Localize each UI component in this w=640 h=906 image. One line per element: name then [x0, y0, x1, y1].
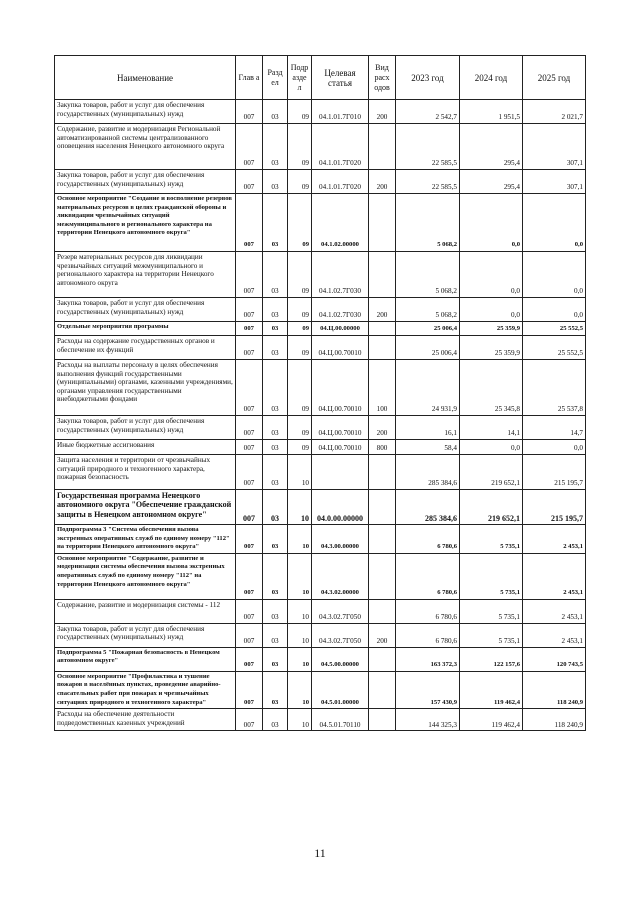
row-glava: 007: [236, 440, 263, 455]
row-celevaya-statya: 04.1.01.7Г020: [312, 170, 369, 194]
row-razdel: 03: [263, 124, 288, 170]
row-vid-rashodov: [369, 647, 396, 671]
row-name: Подпрограмма 3 "Система обеспечения вызова экстренных оперативных служб по единому номеру "112" на территории Ненецкого автономного округа": [55, 525, 236, 554]
table-header-row: [55, 56, 586, 100]
row-value-2023: 24 931,9: [396, 360, 460, 416]
row-value-2023: 22 585,5: [396, 170, 460, 194]
row-razdel: 03: [263, 170, 288, 194]
row-value-2024: 14,1: [460, 416, 523, 440]
table-row: [55, 671, 586, 708]
row-name: Закупка товаров, работ и услуг для обеспечения государственных (муниципальных) нужд: [55, 100, 236, 124]
row-vid-rashodov: [369, 553, 396, 599]
table-row: [55, 553, 586, 599]
row-name: Расходы на содержание государственных органов и обеспечение их функций: [55, 336, 236, 360]
table-body: [55, 100, 586, 731]
row-value-2023: 6 780,6: [396, 525, 460, 554]
row-vid-rashodov: 200: [369, 623, 396, 647]
header-2025: 2025 год: [523, 56, 586, 100]
row-value-2023: 5 068,2: [396, 298, 460, 322]
row-celevaya-statya: 04.3.02.7Г050: [312, 599, 369, 623]
row-value-2024: 295,4: [460, 170, 523, 194]
row-vid-rashodov: [369, 525, 396, 554]
row-glava: 007: [236, 298, 263, 322]
row-value-2024: 0,0: [460, 252, 523, 298]
row-razdel: 03: [263, 298, 288, 322]
row-value-2025: 0,0: [523, 194, 586, 252]
row-podrazdel: 10: [288, 599, 312, 623]
row-value-2023: 5 068,2: [396, 252, 460, 298]
row-glava: 007: [236, 525, 263, 554]
row-value-2023: 285 384,6: [396, 490, 460, 525]
row-name: Закупка товаров, работ и услуг для обеспечения государственных (муниципальных) нужд: [55, 416, 236, 440]
row-value-2025: 2 453,1: [523, 525, 586, 554]
table-row: [55, 525, 586, 554]
row-razdel: 03: [263, 360, 288, 416]
row-celevaya-statya: [312, 455, 369, 490]
row-name: Отдельные мероприятия программы: [55, 322, 236, 336]
row-celevaya-statya: 04.1.01.7Г020: [312, 124, 369, 170]
row-celevaya-statya: 04.Ц.00.70010: [312, 336, 369, 360]
row-glava: 007: [236, 599, 263, 623]
row-glava: 007: [236, 194, 263, 252]
table-row: [55, 599, 586, 623]
row-podrazdel: 09: [288, 170, 312, 194]
row-podrazdel: 10: [288, 671, 312, 708]
row-razdel: 03: [263, 599, 288, 623]
row-celevaya-statya: 04.Ц.00.70010: [312, 440, 369, 455]
table-row: [55, 170, 586, 194]
row-celevaya-statya: 04.3.02.7Г050: [312, 623, 369, 647]
row-value-2023: 25 006,4: [396, 336, 460, 360]
row-value-2024: 0,0: [460, 298, 523, 322]
row-name: Закупка товаров, работ и услуг для обеспечения государственных (муниципальных) нужд: [55, 623, 236, 647]
header-vid-rashodov: Вид расх одов: [369, 56, 396, 100]
table-row: [55, 124, 586, 170]
table-row: [55, 100, 586, 124]
row-podrazdel: 09: [288, 322, 312, 336]
row-razdel: 03: [263, 647, 288, 671]
row-podrazdel: 09: [288, 360, 312, 416]
row-glava: 007: [236, 322, 263, 336]
table-row: [55, 336, 586, 360]
row-celevaya-statya: 04.1.02.7Г030: [312, 252, 369, 298]
row-value-2023: 22 585,5: [396, 124, 460, 170]
row-value-2025: 307,1: [523, 124, 586, 170]
row-value-2023: 5 068,2: [396, 194, 460, 252]
row-value-2023: 58,4: [396, 440, 460, 455]
row-podrazdel: 09: [288, 336, 312, 360]
row-value-2024: 0,0: [460, 440, 523, 455]
table-row: [55, 252, 586, 298]
table-row: [55, 709, 586, 731]
row-glava: 007: [236, 671, 263, 708]
table-row: [55, 440, 586, 455]
row-value-2023: 25 006,4: [396, 322, 460, 336]
row-vid-rashodov: [369, 322, 396, 336]
row-glava: 007: [236, 553, 263, 599]
row-podrazdel: 09: [288, 100, 312, 124]
row-podrazdel: 10: [288, 553, 312, 599]
row-razdel: 03: [263, 490, 288, 525]
row-value-2025: 120 743,5: [523, 647, 586, 671]
table-row: [55, 490, 586, 525]
table-row: [55, 647, 586, 671]
row-name: Основное мероприятие "Содержание, развитие и модернизация системы обеспечения вызова экстренных оперативных служб по единому номеру "112" на территории Ненецкого автономного округа": [55, 553, 236, 599]
page-number: 11: [314, 846, 326, 860]
header-name: Наименование: [55, 56, 236, 100]
row-value-2025: 118 240,9: [523, 709, 586, 731]
row-value-2024: 5 735,1: [460, 599, 523, 623]
row-value-2025: 25 552,5: [523, 322, 586, 336]
table-row: [55, 416, 586, 440]
row-value-2024: 122 157,6: [460, 647, 523, 671]
row-glava: 007: [236, 490, 263, 525]
row-value-2023: 2 542,7: [396, 100, 460, 124]
row-value-2025: 2 021,7: [523, 100, 586, 124]
row-name: Закупка товаров, работ и услуг для обеспечения государственных (муниципальных) нужд: [55, 170, 236, 194]
row-value-2023: 6 780,6: [396, 553, 460, 599]
row-podrazdel: 09: [288, 194, 312, 252]
row-glava: 007: [236, 623, 263, 647]
row-value-2025: 215 195,7: [523, 455, 586, 490]
row-glava: 007: [236, 170, 263, 194]
row-name: Основное мероприятие "Профилактика и тушение пожаров в населённых пунктах, проведение аварийно-спасательных работ при пожарах и чрезвычайных ситуациях природного и техногенного характера": [55, 671, 236, 708]
row-vid-rashodov: 200: [369, 298, 396, 322]
row-value-2024: 25 359,9: [460, 322, 523, 336]
row-vid-rashodov: [369, 671, 396, 708]
row-podrazdel: 10: [288, 647, 312, 671]
row-name: Иные бюджетные ассигнования: [55, 440, 236, 455]
row-razdel: 03: [263, 455, 288, 490]
row-podrazdel: 09: [288, 252, 312, 298]
row-value-2024: 5 735,1: [460, 623, 523, 647]
row-celevaya-statya: 04.1.02.00000: [312, 194, 369, 252]
row-value-2023: 144 325,3: [396, 709, 460, 731]
row-value-2024: 295,4: [460, 124, 523, 170]
row-glava: 007: [236, 252, 263, 298]
row-razdel: 03: [263, 553, 288, 599]
row-razdel: 03: [263, 709, 288, 731]
row-razdel: 03: [263, 671, 288, 708]
row-value-2024: 5 735,1: [460, 525, 523, 554]
row-razdel: 03: [263, 525, 288, 554]
row-name: Содержание, развитие и модернизация Региональной автоматизированной системы централизованного оповещения населения Ненецкого автономного округа: [55, 124, 236, 170]
row-razdel: 03: [263, 440, 288, 455]
row-celevaya-statya: 04.Ц.00.70010: [312, 416, 369, 440]
row-razdel: 03: [263, 416, 288, 440]
table-row: [55, 298, 586, 322]
row-glava: 007: [236, 336, 263, 360]
row-celevaya-statya: 04.3.02.00000: [312, 553, 369, 599]
row-vid-rashodov: 200: [369, 416, 396, 440]
row-glava: 007: [236, 455, 263, 490]
row-value-2024: 119 462,4: [460, 671, 523, 708]
row-vid-rashodov: [369, 599, 396, 623]
row-value-2025: 0,0: [523, 440, 586, 455]
row-vid-rashodov: [369, 455, 396, 490]
header-glava: Глав а: [236, 56, 263, 100]
row-razdel: 03: [263, 252, 288, 298]
row-glava: 007: [236, 709, 263, 731]
row-podrazdel: 10: [288, 525, 312, 554]
row-name: Расходы на выплаты персоналу в целях обеспечения выполнения функций государственными (муниципальными) органами, казенными учреждениями, органами управления государственными внебюджетными фондами: [55, 360, 236, 416]
row-vid-rashodov: 200: [369, 100, 396, 124]
row-celevaya-statya: 04.Ц.00.00000: [312, 322, 369, 336]
row-razdel: 03: [263, 194, 288, 252]
row-podrazdel: 10: [288, 490, 312, 525]
table-row: [55, 322, 586, 336]
row-vid-rashodov: [369, 709, 396, 731]
header-razdel: Разд ел: [263, 56, 288, 100]
row-podrazdel: 09: [288, 298, 312, 322]
row-vid-rashodov: [369, 336, 396, 360]
row-name: Государственная программа Ненецкого автономного округа "Обеспечение гражданской защиты в Ненецком автономном округе": [55, 490, 236, 525]
row-celevaya-statya: 04.5.01.00000: [312, 671, 369, 708]
row-name: Подпрограмма 5 "Пожарная безопасность в Ненецком автономном округе": [55, 647, 236, 671]
row-glava: 007: [236, 100, 263, 124]
row-vid-rashodov: 200: [369, 170, 396, 194]
table-row: [55, 623, 586, 647]
row-celevaya-statya: 04.1.01.7Г010: [312, 100, 369, 124]
row-value-2024: 219 652,1: [460, 490, 523, 525]
row-vid-rashodov: [369, 194, 396, 252]
row-vid-rashodov: [369, 124, 396, 170]
row-razdel: 03: [263, 623, 288, 647]
row-value-2025: 25 552,5: [523, 336, 586, 360]
row-value-2024: 1 951,5: [460, 100, 523, 124]
row-value-2025: 2 453,1: [523, 553, 586, 599]
header-celevaya-statya: Целевая статья: [312, 56, 369, 100]
header-podrazdel: Подр азде л: [288, 56, 312, 100]
header-2024: 2024 год: [460, 56, 523, 100]
row-value-2024: 25 359,9: [460, 336, 523, 360]
row-value-2023: 285 384,6: [396, 455, 460, 490]
row-name: Закупка товаров, работ и услуг для обеспечения государственных (муниципальных) нужд: [55, 298, 236, 322]
row-name: Защита населения и территории от чрезвычайных ситуаций природного и техногенного характера, пожарная безопасность: [55, 455, 236, 490]
row-celevaya-statya: 04.5.00.00000: [312, 647, 369, 671]
row-vid-rashodov: [369, 490, 396, 525]
row-razdel: 03: [263, 336, 288, 360]
row-value-2023: 157 430,9: [396, 671, 460, 708]
row-vid-rashodov: 800: [369, 440, 396, 455]
table-row: [55, 360, 586, 416]
row-value-2023: 6 780,6: [396, 599, 460, 623]
row-celevaya-statya: 04.Ц.00.70010: [312, 360, 369, 416]
row-podrazdel: 09: [288, 440, 312, 455]
row-podrazdel: 10: [288, 623, 312, 647]
row-value-2025: 0,0: [523, 298, 586, 322]
row-value-2025: 0,0: [523, 252, 586, 298]
row-podrazdel: 09: [288, 416, 312, 440]
row-value-2023: 163 372,3: [396, 647, 460, 671]
header-2023: 2023 год: [396, 56, 460, 100]
row-celevaya-statya: 04.3.00.00000: [312, 525, 369, 554]
row-razdel: 03: [263, 100, 288, 124]
row-vid-rashodov: 100: [369, 360, 396, 416]
row-value-2025: 25 537,8: [523, 360, 586, 416]
row-value-2025: 215 195,7: [523, 490, 586, 525]
row-value-2025: 14,7: [523, 416, 586, 440]
row-value-2025: 118 240,9: [523, 671, 586, 708]
row-podrazdel: 10: [288, 709, 312, 731]
row-glava: 007: [236, 416, 263, 440]
row-value-2024: 5 735,1: [460, 553, 523, 599]
budget-table: [54, 55, 586, 731]
row-value-2025: 2 453,1: [523, 599, 586, 623]
row-value-2024: 119 462,4: [460, 709, 523, 731]
row-value-2023: 6 780,6: [396, 623, 460, 647]
table-row: [55, 194, 586, 252]
row-glava: 007: [236, 124, 263, 170]
row-podrazdel: 09: [288, 124, 312, 170]
row-celevaya-statya: 04.1.02.7Г030: [312, 298, 369, 322]
row-vid-rashodov: [369, 252, 396, 298]
row-podrazdel: 10: [288, 455, 312, 490]
budget-table-container: [54, 55, 586, 731]
row-value-2024: 25 345,8: [460, 360, 523, 416]
row-celevaya-statya: 04.5.01.70110: [312, 709, 369, 731]
row-name: Основное мероприятие "Создание и восполнение резервов материальных ресурсов в целях гражданской обороны и ликвидации чрезвычайных ситуаций межмуниципального и регионального характера на территории Ненецкого автономного округа": [55, 194, 236, 252]
row-value-2024: 219 652,1: [460, 455, 523, 490]
table-row: [55, 455, 586, 490]
row-value-2023: 16,1: [396, 416, 460, 440]
row-value-2025: 2 453,1: [523, 623, 586, 647]
row-glava: 007: [236, 360, 263, 416]
row-name: Содержание, развитие и модернизация системы - 112: [55, 599, 236, 623]
row-value-2025: 307,1: [523, 170, 586, 194]
row-celevaya-statya: 04.0.00.00000: [312, 490, 369, 525]
row-razdel: 03: [263, 322, 288, 336]
row-value-2024: 0,0: [460, 194, 523, 252]
row-name: Резерв материальных ресурсов для ликвидации чрезвычайных ситуаций межмуниципального и регионального характера на территории Ненецкого автономного округа: [55, 252, 236, 298]
row-name: Расходы на обеспечение деятельности подведомственных казенных учреждений: [55, 709, 236, 731]
row-glava: 007: [236, 647, 263, 671]
